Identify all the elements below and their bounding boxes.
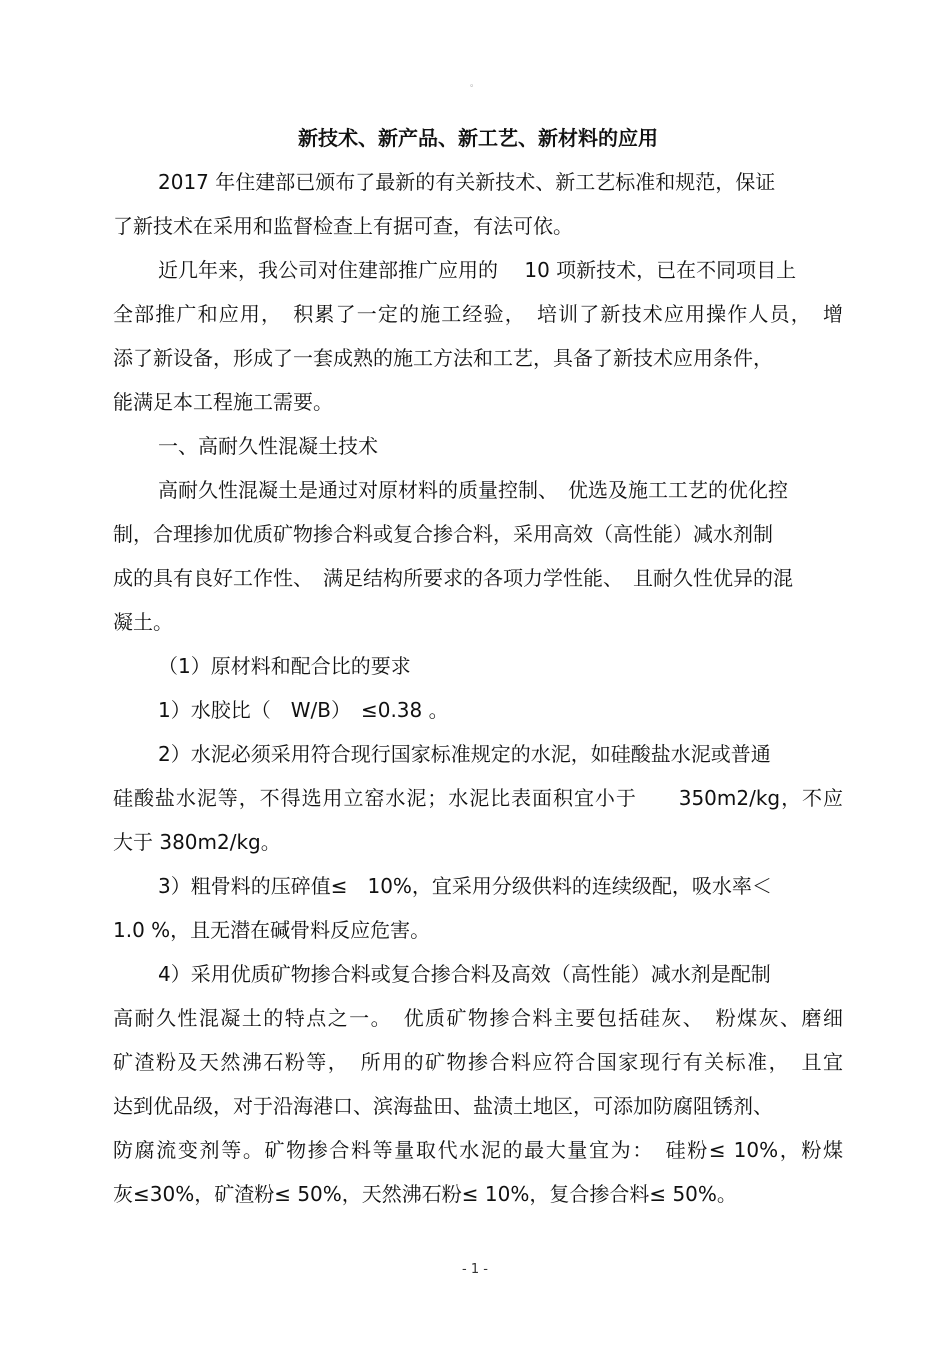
- para-line-9: 制，合理掺加优质矿物掺合料或复合掺合料，采用高效（高性能）减水剂制: [113, 522, 773, 546]
- item-4-line-5: 防腐流变剂等。矿物掺合料等量取代水泥的最大量宜为： 硅粉≤ 10%，粉煤: [113, 1138, 843, 1162]
- item-4-line-3: 矿渣粉及天然沸石粉等， 所用的矿物掺合料应符合国家现行有关标准， 且宜: [113, 1050, 843, 1074]
- para-line-6: 能满足本工程施工需要。: [113, 390, 333, 414]
- para-line-1: 2017 年住建部已颁布了最新的有关新技术、新工艺标准和规范，保证: [158, 170, 776, 194]
- subheading: （1）原材料和配合比的要求: [158, 654, 411, 678]
- item-4-line-2: 高耐久性混凝土的特点之一。 优质矿物掺合料主要包括硅灰、 粉煤灰、磨细: [113, 1006, 843, 1030]
- item-2-line-3: 大于 380m2/kg。: [113, 830, 281, 854]
- section-heading: 一、高耐久性混凝土技术: [158, 434, 378, 458]
- para-line-10: 成的具有良好工作性、 满足结构所要求的各项力学性能、 且耐久性优异的混: [113, 566, 793, 590]
- header-mark: 。: [470, 79, 480, 89]
- item-3-line-1: 3）粗骨料的压碎值≤ 10%，宜采用分级供料的连续级配，吸水率＜: [158, 874, 772, 898]
- item-3-line-2: 1.0 %，且无潜在碱骨料反应危害。: [113, 918, 431, 942]
- para-line-11: 凝土。: [113, 610, 173, 634]
- page-title: 新技术、新产品、新工艺、新材料的应用: [298, 126, 658, 150]
- page-number: - 1 -: [462, 1262, 488, 1277]
- item-2-line-2: 硅酸盐水泥等，不得选用立窑水泥；水泥比表面积宜小于 350m2/kg，不应: [113, 786, 843, 810]
- item-1: 1）水胶比（ W/B） ≤0.38 。: [158, 698, 449, 722]
- item-4-line-4: 达到优品级，对于沿海港口、滨海盐田、盐渍土地区，可添加防腐阻锈剂、: [113, 1094, 773, 1118]
- item-4-line-6: 灰≤30%，矿渣粉≤ 50%，天然沸石粉≤ 10%，复合掺合料≤ 50%。: [113, 1182, 737, 1206]
- para-line-3: 近几年来，我公司对住建部推广应用的 10 项新技术，已在不同项目上: [158, 258, 797, 282]
- para-line-8: 高耐久性混凝土是通过对原材料的质量控制、 优选及施工工艺的优化控: [158, 478, 788, 502]
- para-line-5: 添了新设备，形成了一套成熟的施工方法和工艺，具备了新技术应用条件，: [113, 346, 773, 370]
- item-4-line-1: 4）采用优质矿物掺合料或复合掺合料及高效（高性能）减水剂是配制: [158, 962, 771, 986]
- item-2-line-1: 2）水泥必须采用符合现行国家标准规定的水泥，如硅酸盐水泥或普通: [158, 742, 771, 766]
- para-line-4: 全部推广和应用， 积累了一定的施工经验， 培训了新技术应用操作人员， 增: [113, 302, 843, 326]
- para-line-2: 了新技术在采用和监督检查上有据可查，有法可依。: [113, 214, 573, 238]
